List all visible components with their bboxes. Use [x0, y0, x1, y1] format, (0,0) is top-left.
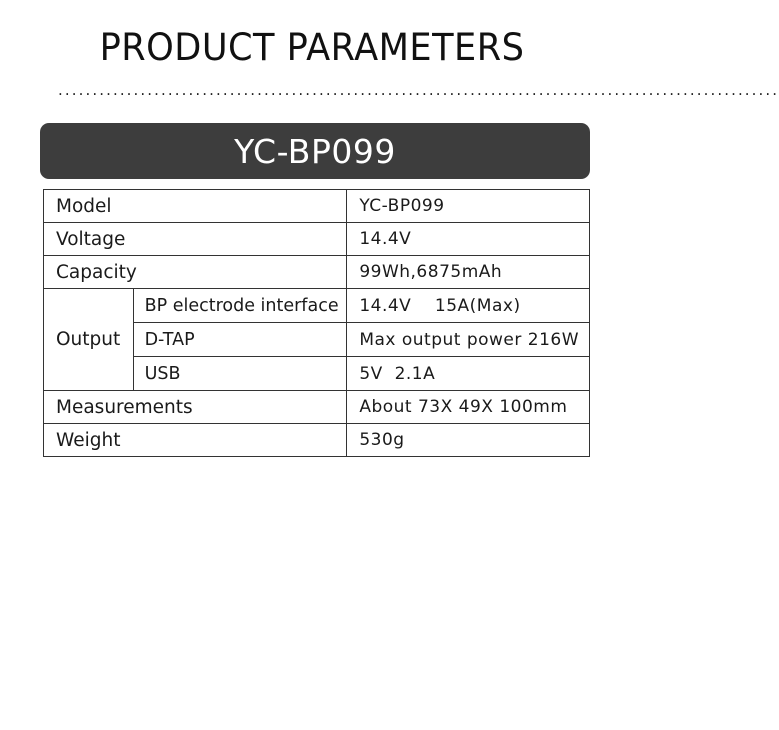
output-sub-value-dtap: Max output power 216W [347, 323, 590, 357]
spec-label-measurements: Measurements [44, 391, 347, 424]
page-title: PRODUCT PARAMETERS [99, 26, 525, 69]
spec-label-weight: Weight [44, 424, 347, 457]
output-sub-value-bp: 14.4V 15A(Max) [347, 289, 590, 323]
dotted-divider: ......................................................................................................... [58, 81, 779, 99]
table-row [44, 289, 590, 323]
model-banner [40, 123, 590, 179]
table-row [44, 256, 590, 289]
table-row [44, 190, 590, 223]
output-sub-label-usb: USB [133, 357, 347, 391]
spec-label-voltage: Voltage [44, 223, 347, 256]
output-sub-label-bp: BP electrode interface [133, 289, 347, 323]
spec-value-measurements: About 73X 49X 100mm [347, 391, 590, 424]
spec-label-output: Output [44, 289, 134, 391]
table-row [44, 424, 590, 457]
table-row [44, 223, 590, 256]
spec-label-model: Model [44, 190, 347, 223]
spec-value-voltage: 14.4V [347, 223, 590, 256]
spec-label-capacity: Capacity [44, 256, 347, 289]
output-sub-label-dtap: D-TAP [133, 323, 347, 357]
table-row [44, 391, 590, 424]
spec-table [43, 189, 590, 457]
banner-model-name: YC-BP099 [234, 131, 396, 171]
output-sub-value-usb: 5V 2.1A [347, 357, 590, 391]
spec-value-weight: 530g [347, 424, 590, 457]
spec-value-model: YC-BP099 [347, 190, 590, 223]
spec-value-capacity: 99Wh,6875mAh [347, 256, 590, 289]
